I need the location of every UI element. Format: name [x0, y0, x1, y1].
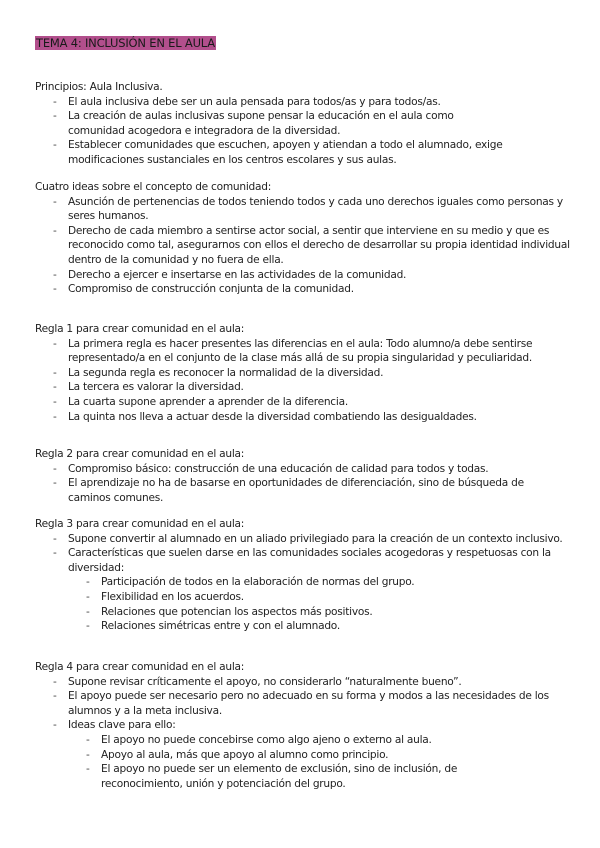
list-item: - Establecer comunidades que escuchen, apoyen y atiendan a todo el alumnado, exige modificaciones sustanciales en los centros escolares y sus aulas. [35, 138, 558, 167]
sub-list-item: - Relaciones que potencian los aspectos más positivos. [68, 605, 595, 620]
section-regla-3 [35, 517, 595, 634]
list-item: - La cuarta supone aprender a aprender de la diferencia. [35, 395, 595, 410]
bullet-list [35, 337, 595, 425]
list-item [35, 546, 578, 575]
bullet-list [35, 462, 595, 506]
sub-list-item: - Relaciones simétricas entre y con el alumnado. [68, 619, 595, 634]
list-item: - La primera regla es hacer presentes las diferencias en el aula: Todo alumno/a debe sentirse representado/a en el conjunto de la clase más allá de su propia singularidad y peculiaridad. [35, 337, 578, 366]
list-item: - La tercera es valorar la diversidad. [35, 380, 595, 395]
page-title: TEMA 4: INCLUSIÓN EN EL AULA [36, 36, 215, 50]
list-item: - La segunda regla es reconocer la normalidad de la diversidad. [35, 366, 595, 381]
list-item: - Supone revisar críticamente el apoyo, no considerarlo “naturalmente bueno”. [35, 675, 595, 690]
list-item: - Derecho de cada miembro a sentirse actor social, a sentir que interviene en su medio y que es reconocido como tal, asegurarnos con ellos el derecho de desarrollar su propia identidad individual dentro de la comunidad y no fuera de ella. [35, 224, 578, 268]
section-heading: Regla 4 para crear comunidad en el aula: [35, 661, 245, 673]
list-item: - La creación de aulas inclusivas supone pensar la educación en el aula como comunidad acogedora e integradora de la diversidad. [35, 109, 508, 138]
bullet-list [35, 95, 595, 168]
section-heading: Cuatro ideas sobre el concepto de comunidad: [35, 181, 272, 193]
list-item: - El aula inclusiva debe ser un aula pensada para todos/as y para todos/as. [35, 95, 595, 110]
sub-bullet-list [68, 575, 595, 633]
list-item: - Compromiso básico: construcción de una educación de calidad para todos y todas. [35, 462, 595, 477]
list-item: - Compromiso de construcción conjunta de la comunidad. [35, 282, 595, 297]
section-heading: Regla 1 para crear comunidad en el aula: [35, 323, 245, 335]
section-heading: Regla 3 para crear comunidad en el aula: [35, 518, 245, 530]
list-item: - Derecho a ejercer e insertarse en las actividades de la comunidad. [35, 268, 595, 283]
section-regla-1 [35, 322, 595, 424]
list-item: - El aprendizaje no ha de basarse en oportunidades de diferenciación, sino de búsqueda de caminos comunes. [35, 476, 548, 505]
sub-list-item: - El apoyo no puede concebirse como algo ajeno o externo al aula. [68, 733, 595, 748]
section-cuatro-ideas [35, 180, 595, 297]
section-principios [35, 80, 595, 168]
sub-list-item: - Apoyo al aula, más que apoyo al alumno como principio. [68, 748, 595, 763]
sub-list-item: - El apoyo no puede ser un elemento de exclusión, sino de inclusión, de reconocimiento, unión y potenciación del grupo. [68, 762, 541, 791]
list-item-text: Características que suelen darse en las comunidades sociales acogedoras y respetuosas con la diversidad: [68, 547, 551, 574]
bullet-list [35, 675, 595, 733]
sub-list-item: - Participación de todos en la elaboración de normas del grupo. [68, 575, 595, 590]
list-item [35, 718, 595, 733]
bullet-list [35, 195, 595, 297]
list-item: - El apoyo puede ser necesario pero no adecuado en su forma y modos a las necesidades de los alumnos y a la meta inclusiva. [35, 689, 578, 718]
section-heading: Regla 2 para crear comunidad en el aula: [35, 448, 245, 460]
section-heading: Principios: Aula Inclusiva. [35, 81, 163, 93]
section-regla-2 [35, 447, 595, 505]
section-regla-4 [35, 660, 595, 791]
list-item: - Supone convertir al alumnado en un aliado privilegiado para la creación de un contexto inclusivo. [35, 532, 578, 547]
list-item-text: Ideas clave para ello: [68, 719, 176, 732]
sub-list-item: - Flexibilidad en los acuerdos. [68, 590, 595, 605]
bullet-list [35, 532, 595, 576]
list-item: - Asunción de pertenencias de todos teniendo todos y cada uno derechos iguales como personas y seres humanos. [35, 195, 578, 224]
list-item: - La quinta nos lleva a actuar desde la diversidad combatiendo las desigualdades. [35, 410, 595, 425]
sub-bullet-list [68, 733, 595, 791]
